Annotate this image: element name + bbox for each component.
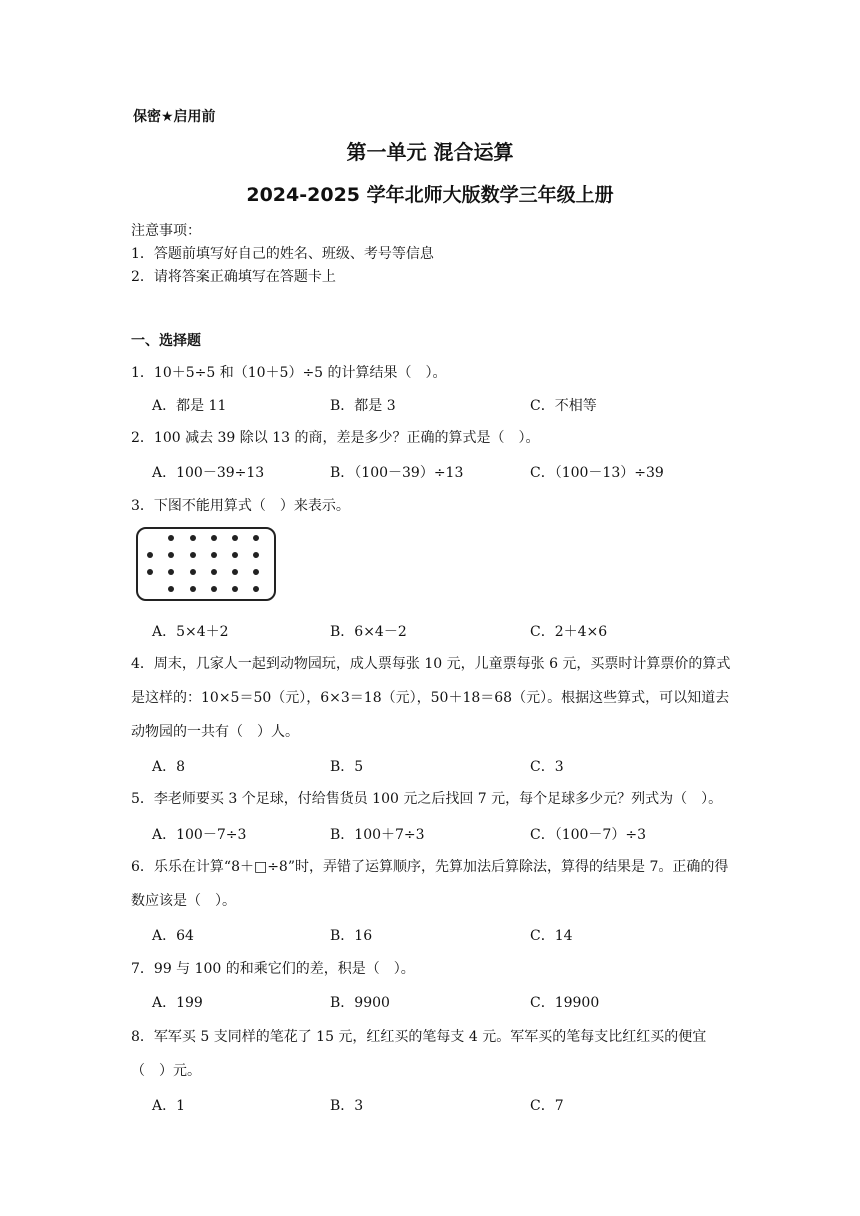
option-c: C．19900 (530, 995, 600, 1011)
option-c: C．不相等 (530, 398, 597, 414)
dot (232, 586, 238, 592)
dot (211, 569, 217, 575)
dot (190, 552, 196, 558)
option-c: C．（100－7）÷3 (530, 827, 646, 843)
option-b: B．9900 (330, 995, 390, 1011)
notice-block (131, 220, 434, 289)
dot (190, 586, 196, 592)
dot (211, 586, 217, 592)
dot-array-figure (136, 527, 276, 601)
option-c: C．14 (530, 928, 573, 944)
notice-item: 2．请将答案正确填写在答题卡上 (131, 269, 336, 285)
question-1: 1．10＋5÷5 和（10＋5）÷5 的计算结果（ ）。 (131, 365, 447, 381)
option-c: C．7 (530, 1098, 564, 1114)
option-a: A．64 (152, 928, 194, 944)
option-a: A．5×4＋2 (152, 624, 229, 640)
question-8: 8．军军买 5 支同样的笔花了 15 元，红红买的笔每支 4 元。军军买的笔每支比红红买的便宜（ ）元。 (131, 1029, 707, 1079)
dot (168, 535, 174, 541)
dot (253, 569, 259, 575)
question-4-options (152, 756, 752, 780)
dot (168, 552, 174, 558)
question-6: 6．乐乐在计算“8＋□÷8”时，弄错了运算顺序，先算加法后算除法，算得的结果是 7。正确的得数应该是（ ）。 (131, 859, 729, 909)
option-c: C．3 (530, 759, 564, 775)
option-a: A．199 (152, 995, 203, 1011)
question-4: 4．周末，几家人一起到动物园玩，成人票每张 10 元，儿童票每张 6 元，买票时计算票价的算式是这样的：10×5＝50（元），6×3＝18（元），50＋18＝68（元）。根据这些算式，可以知道去动物园的一共有（ ）人。 (131, 656, 731, 740)
option-b: B．3 (330, 1098, 364, 1114)
notice-heading: 注意事项： (131, 223, 201, 239)
dot (168, 586, 174, 592)
option-a: A．8 (152, 759, 186, 775)
dot (232, 535, 238, 541)
dot (211, 535, 217, 541)
question-7-options (152, 992, 752, 1016)
option-a: A．100－39÷13 (152, 465, 265, 481)
option-b: B．6×4－2 (330, 624, 407, 640)
page-title: 第一单元 混合运算 (346, 140, 514, 164)
dot (190, 535, 196, 541)
dot (232, 552, 238, 558)
question-1-options (152, 395, 752, 419)
option-b: B．（100－39）÷13 (330, 465, 464, 481)
dot (147, 569, 153, 575)
option-b: B．都是 3 (330, 398, 396, 414)
section-title: 一、选择题 (131, 333, 201, 349)
option-a: A．1 (152, 1098, 186, 1114)
page-subtitle: 2024-2025 学年北师大版数学三年级上册 (246, 184, 614, 206)
dot (211, 552, 217, 558)
option-b: B．5 (330, 759, 364, 775)
question-2-options (152, 462, 752, 486)
dot (190, 569, 196, 575)
dot (232, 569, 238, 575)
dot (168, 569, 174, 575)
question-3: 3．下图不能用算式（ ）来表示。 (131, 498, 350, 514)
dot (253, 552, 259, 558)
option-b: B．100＋7÷3 (330, 827, 425, 843)
question-2: 2．100 减去 39 除以 13 的商，差是多少？正确的算式是（ ）。 (131, 430, 540, 446)
dot (253, 586, 259, 592)
dot (253, 535, 259, 541)
option-b: B．16 (330, 928, 373, 944)
question-5: 5．李老师要买 3 个足球，付给售货员 100 元之后找回 7 元，每个足球多少元？列式为（ ）。 (131, 791, 723, 807)
notice-item: 1．答题前填写好自己的姓名、班级、考号等信息 (131, 246, 434, 262)
question-6-options (152, 925, 752, 949)
question-3-options (152, 621, 752, 645)
confidential-label: 保密★启用前 (133, 109, 216, 125)
question-8-options (152, 1095, 752, 1119)
option-a: A．都是 11 (152, 398, 227, 414)
option-c: C．2＋4×6 (530, 624, 608, 640)
dot (147, 552, 153, 558)
option-c: C．（100－13）÷39 (530, 465, 664, 481)
question-5-options (152, 824, 752, 848)
option-a: A．100－7÷3 (152, 827, 247, 843)
question-7: 7．99 与 100 的和乘它们的差，积是（ ）。 (131, 961, 415, 977)
